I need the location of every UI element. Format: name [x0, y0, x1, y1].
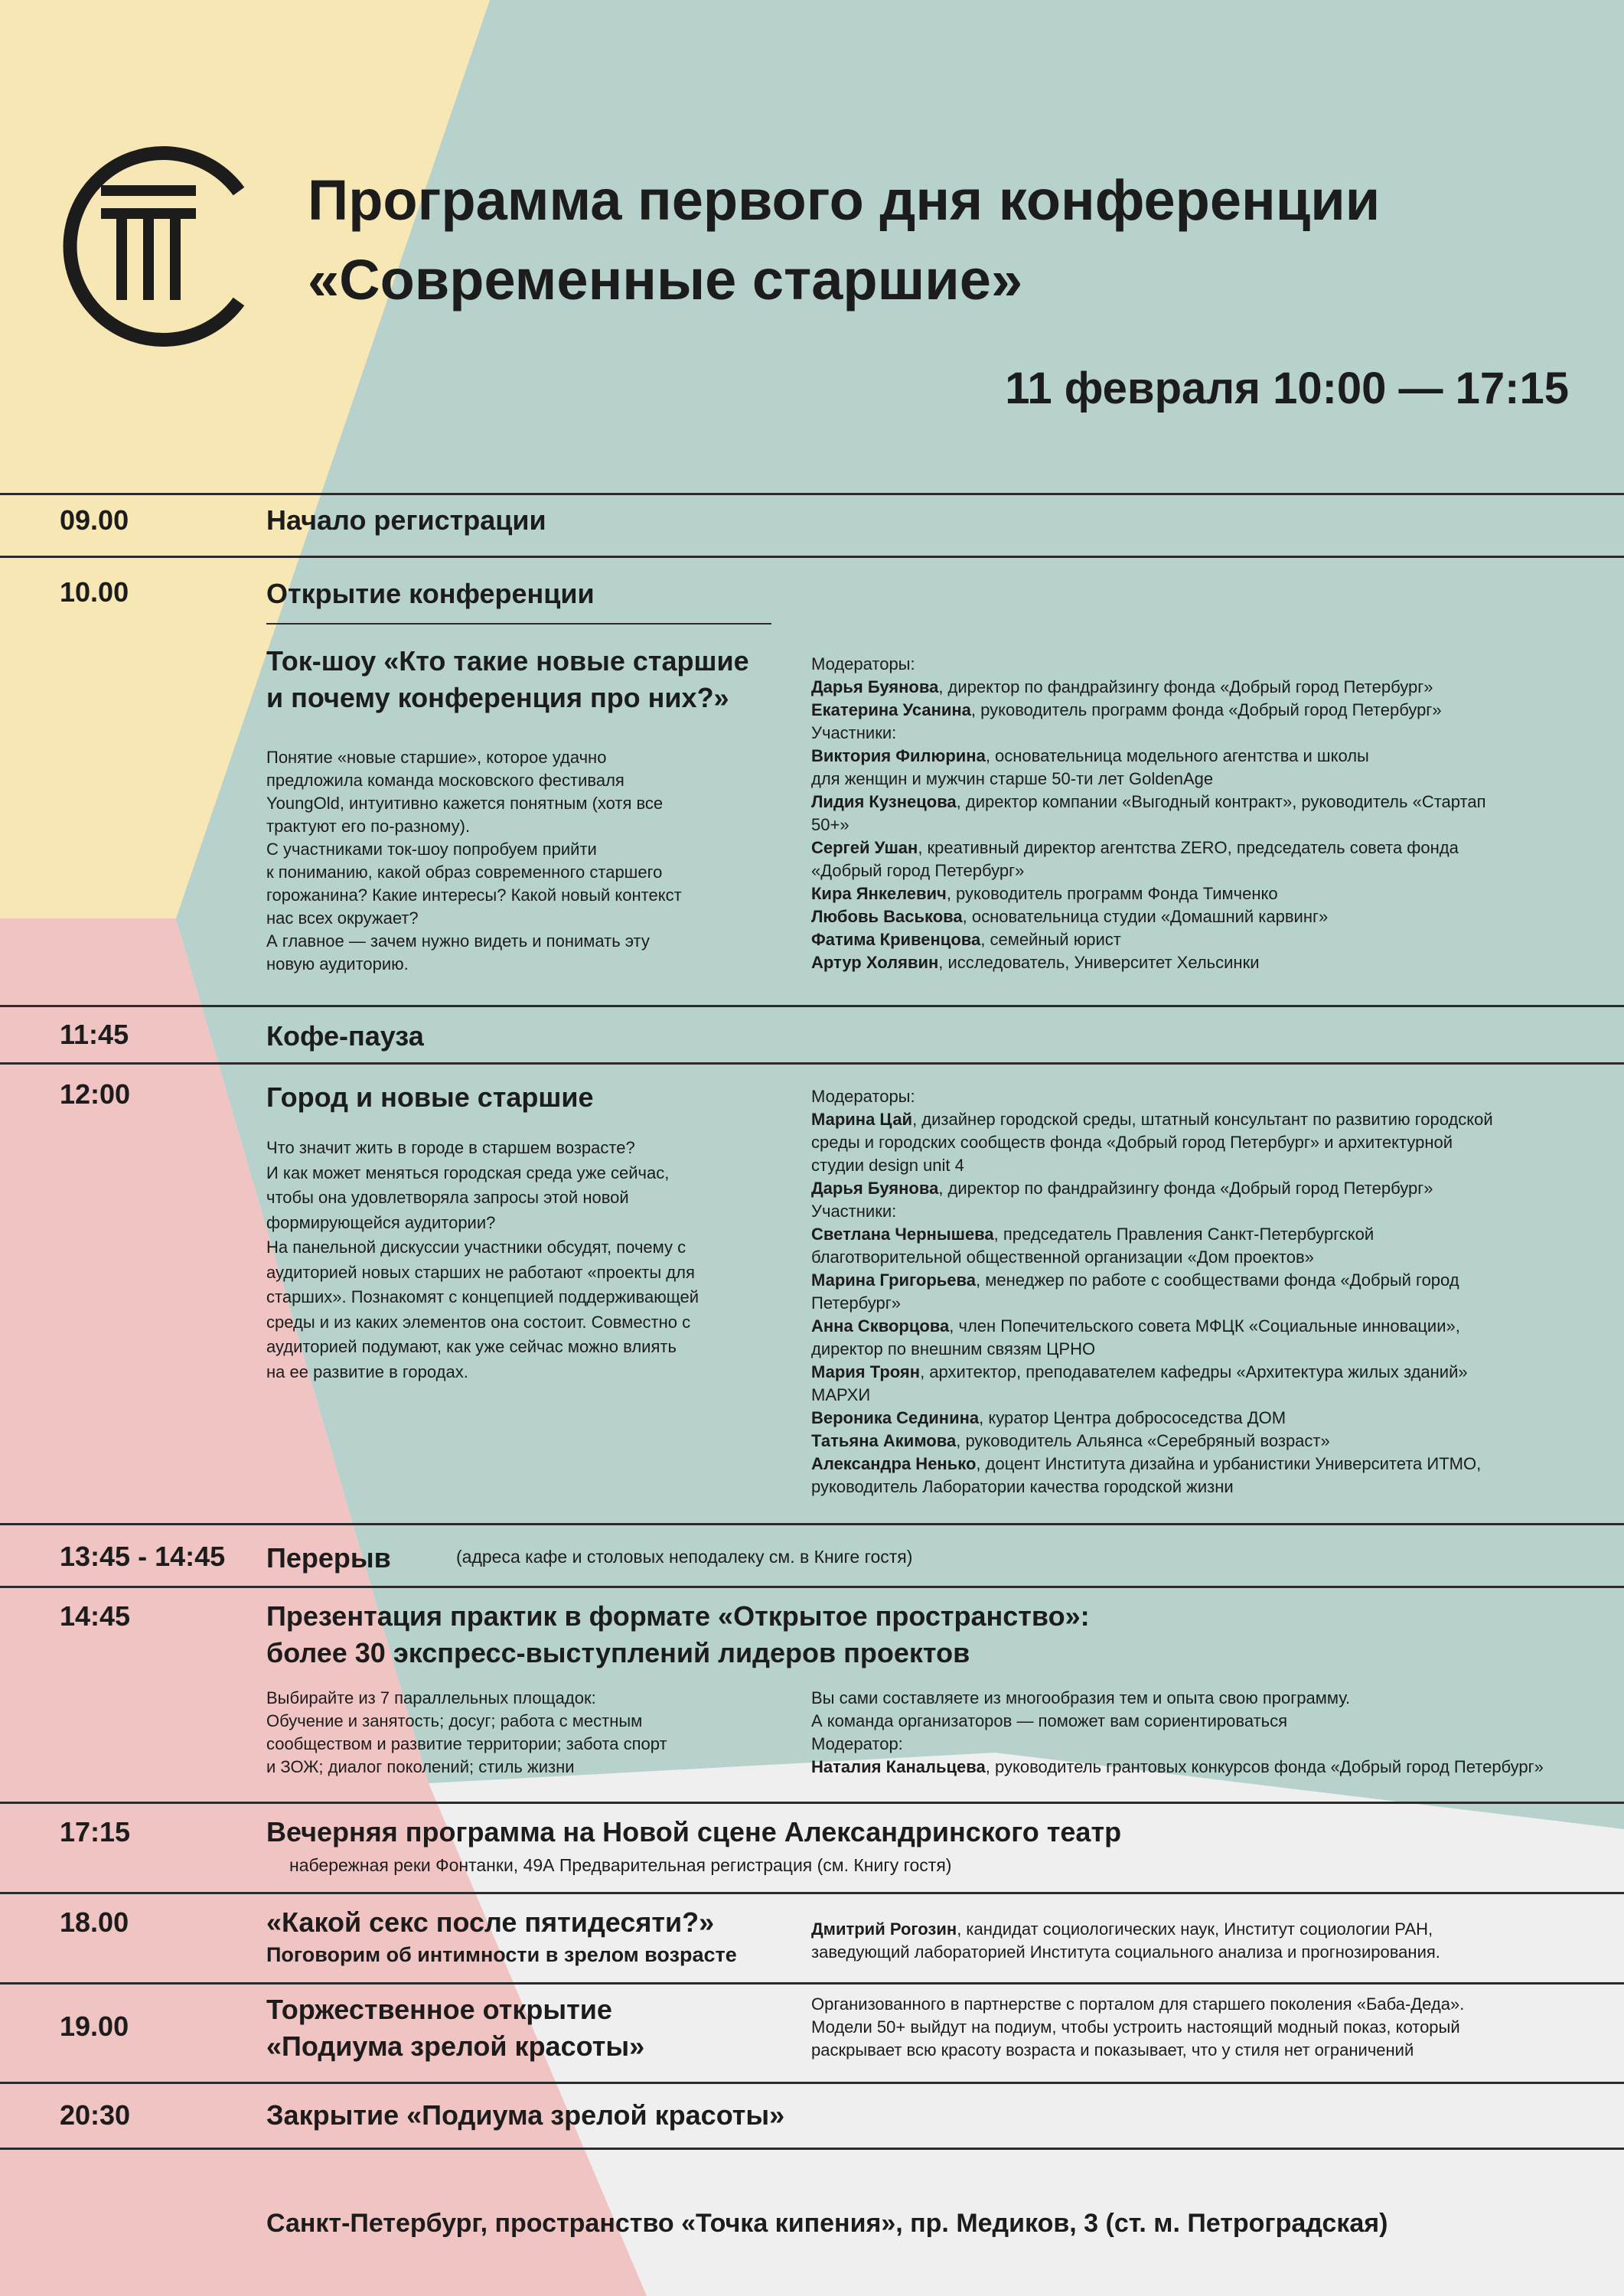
city-participants: [811, 1085, 1600, 1499]
time-1800: 18.00: [60, 1906, 129, 1938]
participant-line: [811, 791, 1600, 814]
participant-name: Сергей Ушан: [811, 838, 918, 857]
participant-line: [811, 1108, 1600, 1131]
participant-role: , исследователь, Университет Хельсинки: [938, 953, 1260, 972]
talkshow-title-line-1: Ток-шоу «Кто такие новые старшие: [266, 645, 749, 677]
description-line: нас всех окружает?: [266, 908, 419, 928]
participant-name: Фатима Кривенцова: [811, 930, 981, 949]
session-title-1345: Перерыв: [266, 1542, 391, 1574]
participant-role: руководитель Лаборатории качества городской жизни: [811, 1477, 1234, 1496]
participant-name: Марина Цай: [811, 1110, 913, 1129]
session-title-1000: Открытие конференции: [266, 578, 595, 609]
participant-role: , архитектор, преподавателем кафедры «Архитектура жилых зданий»: [920, 1362, 1468, 1381]
participant-line: [811, 1453, 1600, 1476]
participant-line: [811, 1131, 1600, 1154]
participant-role: , член Попечительского совета МФЦК «Социальные инновации»,: [949, 1316, 1460, 1336]
participant-name: Любовь Васькова: [811, 907, 963, 926]
description-line: новую аудиторию.: [266, 954, 409, 974]
participant-line: [811, 814, 1600, 837]
participant-line: [811, 928, 1600, 951]
divider: [0, 1802, 1624, 1804]
talkshow-title: [266, 643, 749, 716]
participant-role: Вы сами составляете из многообразия тем и опыта свою программу.: [811, 1688, 1351, 1707]
time-0900: 09.00: [60, 504, 129, 536]
session-title-1715: Вечерняя программа на Новой сцене Александринского театр: [266, 1816, 1122, 1848]
participant-role: , дизайнер городской среды, штатный консультант по развитию городской: [912, 1110, 1493, 1129]
time-1900: 19.00: [60, 2011, 129, 2042]
participant-role: А команда организаторов — поможет вам сориентироваться: [811, 1711, 1288, 1730]
participant-role: , директор по фандрайзингу фонда «Добрый город Петербург»: [938, 677, 1433, 696]
participant-role: , директор компании «Выгодный контракт», руководитель «Стартап: [956, 792, 1486, 811]
description-line: трактуют его по-разному).: [266, 817, 471, 836]
description-line: И как может меняться городская среда уже сейчас,: [266, 1163, 670, 1182]
participant-line: [811, 745, 1600, 768]
podium-description: [811, 1993, 1600, 2062]
participant-role: Модераторы:: [811, 1087, 915, 1106]
session-title-1200: Город и новые старшие: [266, 1081, 594, 1113]
participant-line: [811, 722, 1600, 745]
participant-role: , руководитель программ фонда «Добрый город Петербург»: [970, 700, 1442, 719]
session-title-1900: [266, 1991, 644, 2065]
participant-role: , кандидат социологических наук, Институт социологии РАН,: [957, 1919, 1433, 1939]
participant-role: заведующий лабораторией Института социального анализа и прогнозирования.: [811, 1942, 1440, 1962]
participant-name: Наталия Канальцева: [811, 1757, 986, 1776]
open-space-description: [266, 1687, 748, 1779]
divider: [0, 1062, 1624, 1065]
participant-line: [811, 1085, 1600, 1108]
divider: [0, 556, 1624, 558]
speaker-1800: [811, 1918, 1600, 1964]
participant-name: Артур Холявин: [811, 953, 939, 972]
participant-line: [811, 1941, 1600, 1964]
open-space-moderators: [811, 1687, 1600, 1779]
description-line: А главное — зачем нужно видеть и понимать эту: [266, 931, 650, 951]
participant-role: среды и городских сообществ фонда «Добрый город Петербург» и архитектурной: [811, 1133, 1453, 1152]
description-line: С участниками ток-шоу попробуем прийти: [266, 840, 597, 859]
city-description: [266, 1136, 748, 1384]
time-1715: 17:15: [60, 1816, 131, 1848]
logo-ct-icon: [34, 132, 263, 361]
description-line: сообществом и развитие территории; забота спорт: [266, 1734, 667, 1753]
divider: [0, 1523, 1624, 1525]
participant-role: Участники:: [811, 723, 897, 742]
open-space-title-line-2: более 30 экспресс-выступлений лидеров проектов: [266, 1637, 970, 1668]
description-line: и ЗОЖ; диалог поколений; стиль жизни: [266, 1757, 575, 1776]
time-2030: 20:30: [60, 2099, 131, 2131]
participant-line: [811, 768, 1600, 791]
participant-role: , руководитель Альянса «Серебряный возраст»: [956, 1431, 1330, 1450]
participant-line: [811, 859, 1600, 882]
participant-role: , креативный директор агентства ZERO, председатель совета фонда: [918, 838, 1459, 857]
participant-name: Татьяна Акимова: [811, 1431, 957, 1450]
description-line: Обучение и занятость; досуг; работа с местным: [266, 1711, 643, 1730]
participant-role: Организованного в партнерстве с порталом для старшего поколения «Баба-Деда».: [811, 1994, 1465, 2014]
participant-role: Модератор:: [811, 1734, 903, 1753]
participant-line: [811, 1361, 1600, 1384]
participant-line: [811, 1430, 1600, 1453]
session-subtitle-1800: Поговорим об интимности в зрелом возрасте: [266, 1943, 737, 1966]
session-title-2030: Закрытие «Подиума зрелой красоты»: [266, 2099, 785, 2131]
page-title: [308, 161, 1380, 320]
title-line-2: «Современные старшие»: [308, 248, 1023, 311]
participant-role: МАРХИ: [811, 1385, 871, 1404]
participant-line: [811, 1246, 1600, 1269]
description-line: Понятие «новые старшие», которое удачно: [266, 748, 607, 767]
time-1000: 10.00: [60, 576, 129, 608]
description-line: предложила команда московского фестиваля: [266, 771, 624, 790]
divider: [0, 493, 1624, 495]
evening-note: набережная реки Фонтанки, 49А Предварительная регистрация (см. Книгу гостя): [289, 1855, 952, 1875]
description-line: чтобы она удовлетворяла запросы этой новой: [266, 1188, 629, 1207]
participant-role: , директор по фандрайзингу фонда «Добрый город Петербург»: [938, 1179, 1433, 1198]
participant-line: [811, 699, 1600, 722]
talkshow-description: [266, 746, 748, 976]
description-line: Что значит жить в городе в старшем возрасте?: [266, 1138, 635, 1157]
participant-role: , руководитель грантовых конкурсов фонда «Добрый город Петербург»: [985, 1757, 1544, 1776]
participant-role: раскрывает всю красоту возраста и показывает, что у стиля нет ограничений: [811, 2040, 1414, 2060]
open-space-title-line-1: Презентация практик в формате «Открытое пространство»:: [266, 1600, 1090, 1632]
participant-name: Светлана Чернышева: [811, 1225, 994, 1244]
description-line: формирующейся аудитории?: [266, 1212, 496, 1232]
participant-name: Екатерина Усанина: [811, 700, 971, 719]
participant-name: Дмитрий Рогозин: [811, 1919, 957, 1939]
event-date: 11 февраля 10:00 — 17:15: [1005, 364, 1569, 413]
podium-title-line-1: Торжественное открытие: [266, 1994, 612, 2025]
participant-line: [811, 676, 1600, 699]
divider: [0, 1892, 1624, 1894]
divider: [0, 1586, 1624, 1588]
participant-line: [811, 951, 1600, 974]
participant-line: [811, 1918, 1600, 1941]
session-title-1145: Кофе-пауза: [266, 1020, 424, 1052]
participant-line: [811, 1710, 1600, 1733]
description-line: YoungOld, интуитивно кажется понятным (хотя все: [266, 794, 664, 813]
participant-role: , основательница студии «Домашний карвинг»: [962, 907, 1329, 926]
participant-line: [811, 1200, 1600, 1223]
participant-line: [811, 2016, 1600, 2039]
description-line: среды и из каких элементов она состоит. Совместно с: [266, 1312, 691, 1332]
participant-line: [811, 1407, 1600, 1430]
participant-name: Дарья Буянова: [811, 677, 939, 696]
participant-role: благотворительной общественной организации «Дом проектов»: [811, 1247, 1314, 1267]
divider: [0, 2082, 1624, 2084]
participant-line: [811, 1756, 1600, 1779]
description-line: горожанина? Какие интересы? Какой новый контекст: [266, 885, 682, 905]
participant-role: студии design unit 4: [811, 1156, 964, 1175]
participant-line: [811, 2039, 1600, 2062]
participant-line: [811, 1384, 1600, 1407]
talkshow-title-line-2: и почему конференция про них?»: [266, 682, 729, 713]
participant-name: Лидия Кузнецова: [811, 792, 957, 811]
participant-role: Модели 50+ выйдут на подиум, чтобы устроить настоящий модный показ, который: [811, 2017, 1460, 2037]
participant-name: Вероника Сединина: [811, 1408, 980, 1427]
participant-line: [811, 1338, 1600, 1361]
participant-name: Анна Скворцова: [811, 1316, 950, 1336]
description-line: Выбирайте из 7 параллельных площадок:: [266, 1688, 596, 1707]
description-line: На панельной дискуссии участники обсудят, почему с: [266, 1238, 686, 1257]
participant-name: Александра Ненько: [811, 1454, 977, 1473]
participant-line: [811, 1733, 1600, 1756]
session-title-1445: [266, 1598, 1090, 1671]
venue-address: Санкт-Петербург, пространство «Точка кипения», пр. Медиков, 3 (ст. м. Петроградская): [266, 2209, 1388, 2238]
title-underline: [266, 623, 771, 625]
time-1345: 13:45 - 14:45: [60, 1541, 226, 1572]
description-line: аудиторией новых старших не работают «проекты для: [266, 1262, 695, 1282]
participant-role: , куратор Центра добрососедства ДОМ: [979, 1408, 1286, 1427]
participant-role: , семейный юрист: [980, 930, 1121, 949]
participant-name: Марина Григорьева: [811, 1270, 977, 1290]
participant-line: [811, 653, 1600, 676]
participant-role: «Добрый город Петербург»: [811, 861, 1025, 880]
participant-line: [811, 1292, 1600, 1315]
time-1445: 14:45: [60, 1600, 131, 1632]
break-note: (адреса кафе и столовых неподалеку см. в Книге гостя): [456, 1547, 913, 1567]
divider: [0, 2148, 1624, 2150]
participant-role: , председатель Правления Санкт-Петербургской: [993, 1225, 1375, 1244]
participant-role: Петербург»: [811, 1293, 901, 1313]
description-line: аудиторией подумают, как уже сейчас можно влиять: [266, 1337, 677, 1356]
talkshow-participants: [811, 653, 1600, 974]
participant-line: [811, 1269, 1600, 1292]
participant-line: [811, 1154, 1600, 1177]
participant-role: , руководитель программ Фонда Тимченко: [946, 884, 1278, 903]
participant-line: [811, 1993, 1600, 2016]
participant-line: [811, 1476, 1600, 1499]
description-line: на ее развитие в городах.: [266, 1362, 468, 1381]
time-1200: 12:00: [60, 1078, 131, 1110]
podium-title-line-2: «Подиума зрелой красоты»: [266, 2030, 645, 2062]
participant-role: директор по внешним связям ЦРНО: [811, 1339, 1096, 1358]
participant-role: , доцент Института дизайна и урбанистики Университета ИТМО,: [976, 1454, 1482, 1473]
participant-name: Дарья Буянова: [811, 1179, 939, 1198]
participant-line: [811, 1687, 1600, 1710]
participant-line: [811, 905, 1600, 928]
description-line: старших». Познакомят с концепцией поддерживающей: [266, 1287, 699, 1306]
title-line-1: Программа первого дня конференции: [308, 168, 1381, 232]
participant-line: [811, 1223, 1600, 1246]
participant-name: Кира Янкелевич: [811, 884, 947, 903]
participant-line: [811, 1177, 1600, 1200]
participant-role: Участники:: [811, 1202, 897, 1221]
divider: [0, 1005, 1624, 1007]
session-title-0900: Начало регистрации: [266, 504, 546, 536]
participant-role: 50+»: [811, 815, 850, 834]
participant-role: Модераторы:: [811, 654, 915, 673]
description-line: к пониманию, какой образ современного старшего: [266, 863, 663, 882]
participant-line: [811, 882, 1600, 905]
participant-line: [811, 837, 1600, 859]
time-1145: 11:45: [60, 1019, 129, 1050]
session-title-1800: «Какой секс после пятидесяти?»: [266, 1906, 715, 1938]
participant-role: , основательница модельного агентства и школы: [985, 746, 1369, 765]
participant-name: Мария Троян: [811, 1362, 921, 1381]
participant-name: Виктория Филюрина: [811, 746, 986, 765]
participant-line: [811, 1315, 1600, 1338]
divider: [0, 1982, 1624, 1985]
participant-role: , менеджер по работе с сообществами фонда «Добрый город: [976, 1270, 1459, 1290]
participant-role: для женщин и мужчин старше 50-ти лет GoldenAge: [811, 769, 1214, 788]
